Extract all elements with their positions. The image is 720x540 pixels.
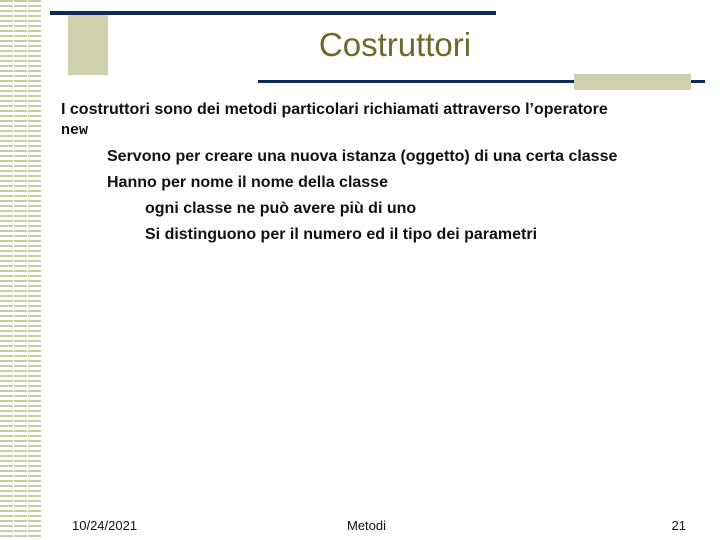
top-accent-rule (50, 11, 496, 15)
title-underline-block (574, 74, 691, 90)
footer-page-number: 21 (671, 518, 686, 533)
decorative-stripe-band (0, 0, 42, 540)
footer-date: 10/24/2021 (72, 518, 138, 533)
footer-section-title: Metodi (347, 518, 387, 533)
intro-keyword: new (61, 122, 89, 139)
intro-text: I costruttori sono dei metodi particolari richiamati attraverso l’operatore (61, 101, 608, 118)
slide-title: Costruttori (318, 26, 472, 63)
slide-body (61, 98, 711, 248)
sub-bullet-item: ogni classe ne può avere più di uno (145, 200, 417, 217)
bullet-item: Servono per creare una nuova istanza (oggetto) di una certa classe (107, 148, 618, 165)
sub-bullet-item: Si distinguono per il numero ed il tipo dei parametri (145, 226, 538, 243)
bullet-item: Hanno per nome il nome della classe (107, 174, 388, 191)
